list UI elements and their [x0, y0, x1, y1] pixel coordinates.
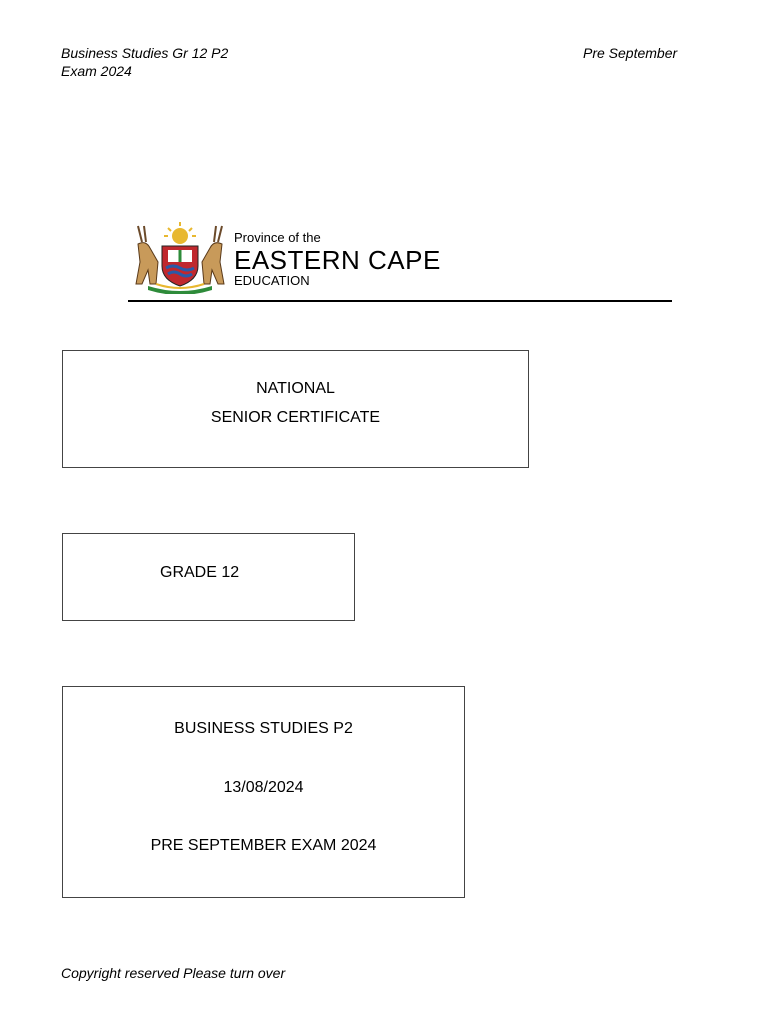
page-footer: Copyright reserved Please turn over: [61, 965, 286, 981]
certificate-line-national: NATIONAL: [256, 380, 335, 397]
paper-exam-name: PRE SEPTEMBER EXAM 2024: [150, 837, 377, 854]
logo-education-text: EDUCATION: [234, 273, 310, 288]
coat-of-arms-icon: [128, 222, 232, 294]
paper-subject: BUSINESS STUDIES P2: [174, 720, 353, 737]
logo-province-text: Province of the: [234, 230, 321, 245]
page-header-left: [61, 44, 228, 80]
paper-date: 13/08/2024: [223, 779, 304, 796]
grade-label: GRADE 12: [160, 564, 240, 581]
header-divider: [128, 300, 672, 302]
header-title: Business Studies Gr 12 P2: [61, 45, 229, 61]
paper-box: [62, 686, 465, 898]
logo-text: [234, 230, 441, 288]
certificate-box: [62, 350, 529, 468]
grade-box: [62, 533, 355, 621]
logo-eastern-cape-text: EASTERN CAPE: [234, 245, 441, 275]
certificate-line-senior: SENIOR CERTIFICATE: [210, 409, 381, 426]
header-right: Pre September: [583, 45, 678, 61]
eastern-cape-education-logo: [128, 222, 458, 294]
header-subtitle: Exam 2024: [61, 63, 132, 79]
